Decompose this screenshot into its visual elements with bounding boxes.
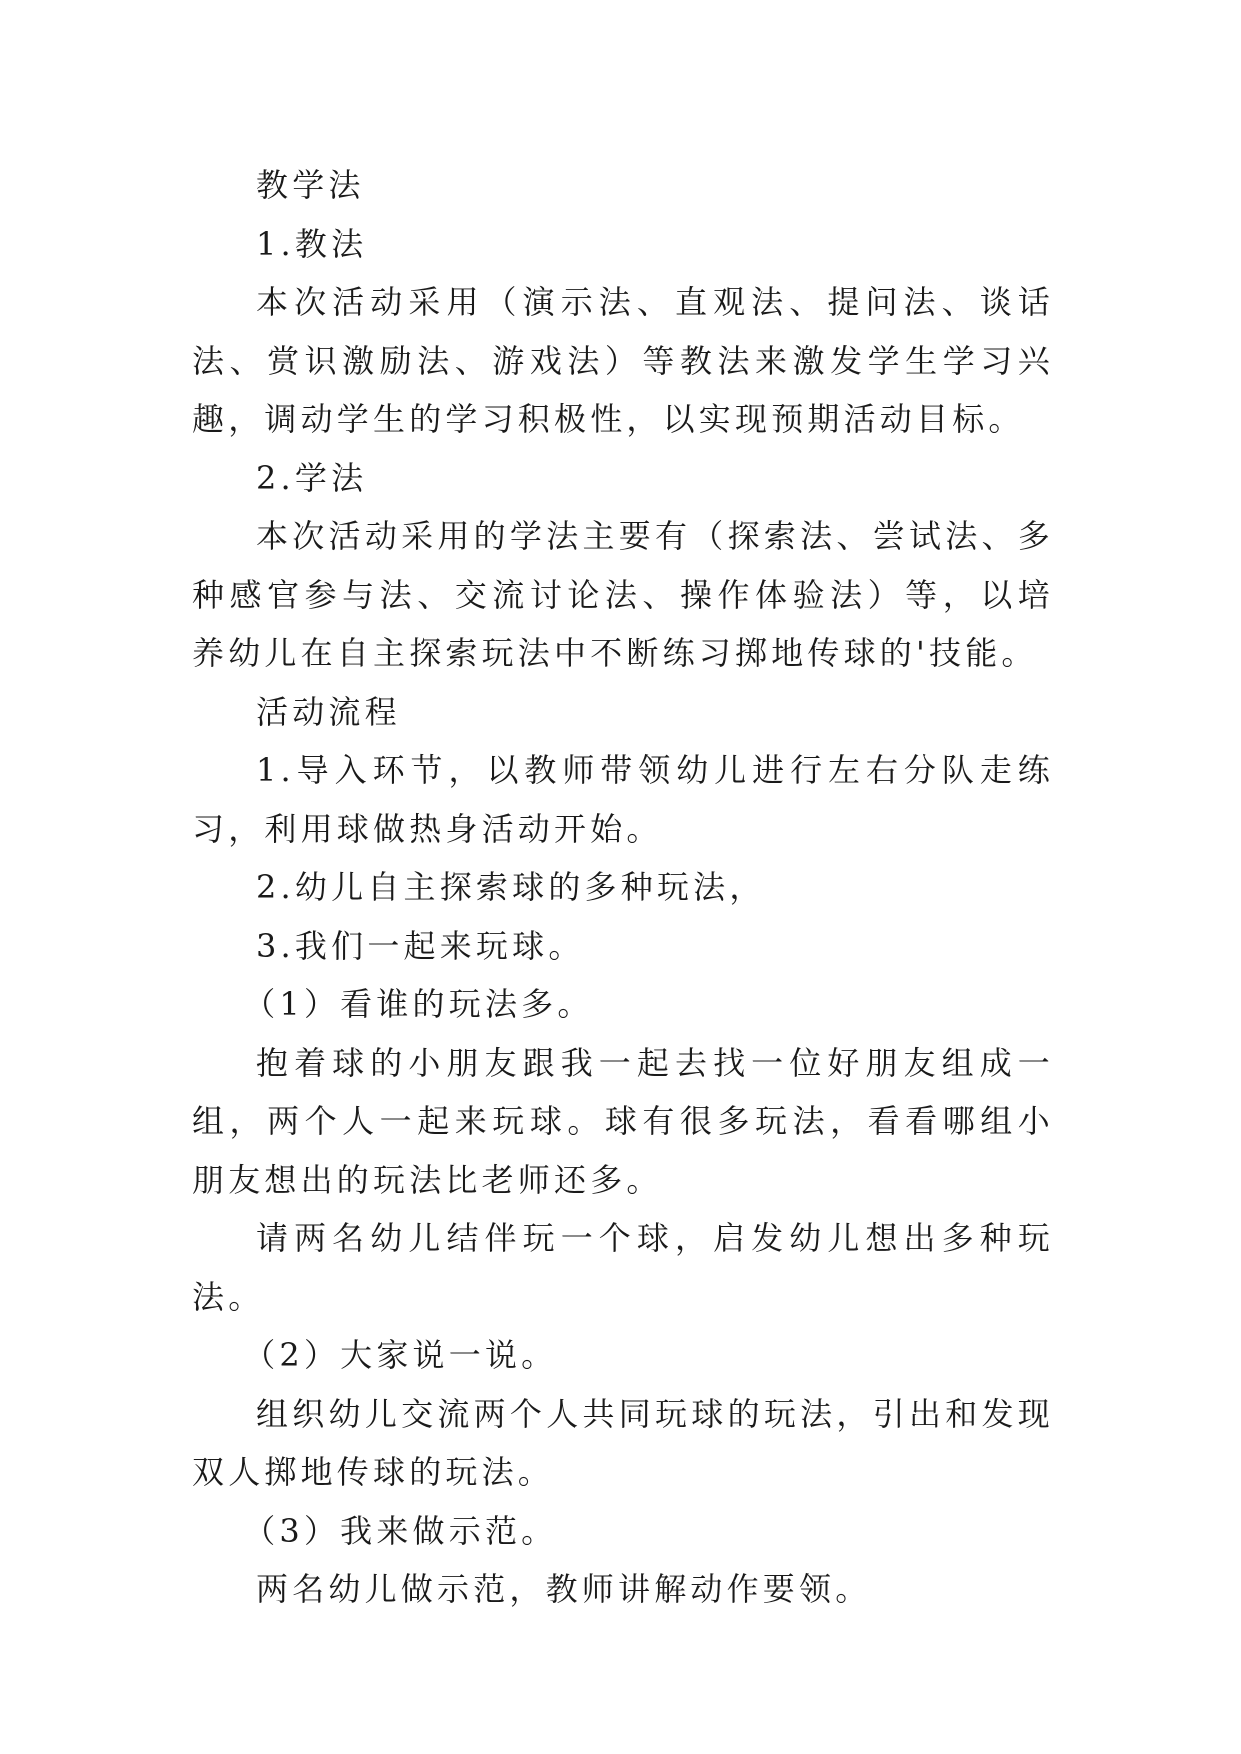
subheading-step-3-2: （2）大家说一说。 <box>243 1336 558 1374</box>
paragraph-step-3-1-body: 抱着球的小朋友跟我一起去找一位好朋友组成一组，两个人一起来玩球。球有很多玩法，看看哪组小朋友想出的玩法比老师还多。 <box>192 1043 1054 1199</box>
section-heading-teaching-methods: 教学法 <box>256 166 365 204</box>
paragraph-step-3-1-note: 请两名幼儿结伴玩一个球，启发幼儿想出多种玩法。 <box>192 1219 1054 1316</box>
paragraph-step-3: 3.我们一起来玩球。 <box>256 926 585 965</box>
paragraph-teaching-method: 本次活动采用（演示法、直观法、提问法、谈话法、赏识激励法、游戏法）等教法来激发学生学习兴趣，调动学生的学习积极性，以实现预期活动目标。 <box>192 283 1054 438</box>
paragraph-step-1: 1.导入环节，以教师带领幼儿进行左右分队走练习，利用球做热身活动开始。 <box>192 751 1054 848</box>
subheading-teaching-method: 1.教法 <box>256 224 368 263</box>
paragraph-learning-method: 本次活动采用的学法主要有（探索法、尝试法、多种感官参与法、交流讨论法、操作体验法）等，以培养幼儿在自主探索玩法中不断练习掷地传球的'技能。 <box>192 517 1054 672</box>
paragraph-step-3-2-body: 组织幼儿交流两个人共同玩球的玩法，引出和发现双人掷地传球的玩法。 <box>192 1394 1054 1491</box>
paragraph-step-3-3-body: 两名幼儿做示范，教师讲解动作要领。 <box>256 1570 872 1608</box>
document-body <box>192 156 1054 1619</box>
subheading-learning-method: 2.学法 <box>256 458 368 497</box>
section-heading-activity-flow: 活动流程 <box>256 692 401 731</box>
paragraph-step-2: 2.幼儿自主探索球的多种玩法， <box>256 868 766 906</box>
subheading-step-3-1: （1）看谁的玩法多。 <box>243 985 594 1023</box>
subheading-step-3-3: （3）我来做示范。 <box>243 1511 558 1550</box>
